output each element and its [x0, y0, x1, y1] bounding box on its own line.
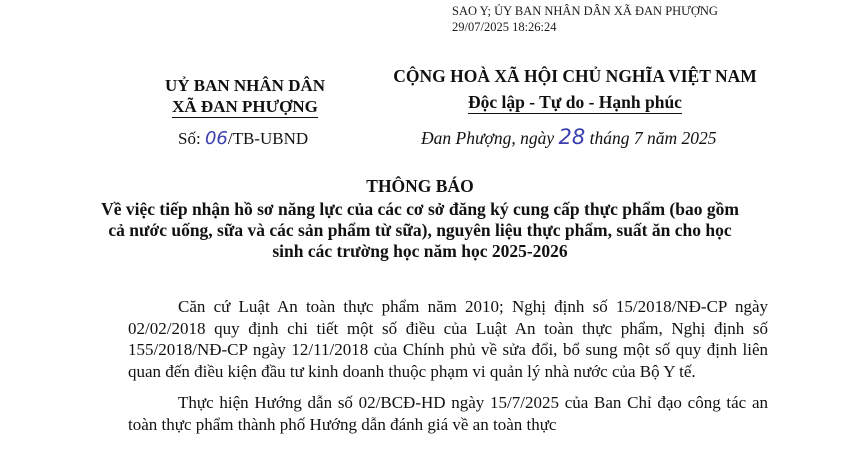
notice-body: [128, 296, 768, 446]
issuer-header: [130, 75, 360, 118]
date-day-handwritten: 28: [558, 125, 586, 149]
notice-heading: THÔNG BÁO: [366, 176, 474, 196]
date-line: [421, 125, 716, 149]
copy-stamp-timestamp: 29/07/2025 18:26:24: [452, 20, 557, 34]
notice-subject: Về việc tiếp nhận hồ sơ năng lực của các cơ sở đăng ký cung cấp thực phẩm (bao gồm cả nước uống, sữa và các sản phẩm từ sữa), nguyên liệu thực phẩm, suất ăn cho học sinh các trường học năm học 2025-2026: [101, 199, 739, 261]
doc-number-handwritten: 06: [204, 128, 228, 149]
body-paragraph-2: Thực hiện Hướng dẫn số 02/BCĐ-HD ngày 15/7/2025 của Ban Chỉ đạo công tác an toàn thực phẩm thành phố Hướng dẫn đánh giá về an toàn thực: [128, 393, 768, 434]
national-motto: Độc lập - Tự do - Hạnh phúc: [468, 92, 682, 112]
document-number: [178, 128, 308, 149]
issuer-line-1: UỶ BAN NHÂN DÂN: [164, 76, 326, 95]
copy-stamp-line: SAO Y; ỦY BAN NHÂN DÂN XÃ ĐAN PHƯỢNG: [452, 4, 718, 18]
national-title: CỘNG HOÀ XÃ HỘI CHỦ NGHĨA VIỆT NAM: [393, 66, 757, 86]
issuer-line-2: XÃ ĐAN PHƯỢNG: [172, 97, 318, 116]
date-suffix: tháng 7 năm 2025: [585, 128, 717, 148]
notice-title: [100, 176, 740, 262]
body-paragraph-1: Căn cứ Luật An toàn thực phẩm năm 2010; Nghị định số 15/2018/NĐ-CP ngày 02/02/2018 quy định chi tiết một số điều của Luật An toàn thực phẩm, Nghị định số 155/2018/NĐ-CP ngày 12/11/2018 của Chính phủ về sửa đổi, bổ sung một số quy định liên quan đến điều kiện đầu tư kinh doanh thuộc phạm vi quản lý nhà nước của Bộ Y tế.: [128, 297, 768, 381]
doc-number-suffix: /TB-UBND: [227, 129, 309, 148]
doc-number-prefix: Số:: [178, 129, 205, 148]
national-header: [384, 63, 766, 115]
date-prefix: Đan Phượng, ngày: [421, 128, 559, 148]
copy-stamp: [452, 4, 718, 35]
